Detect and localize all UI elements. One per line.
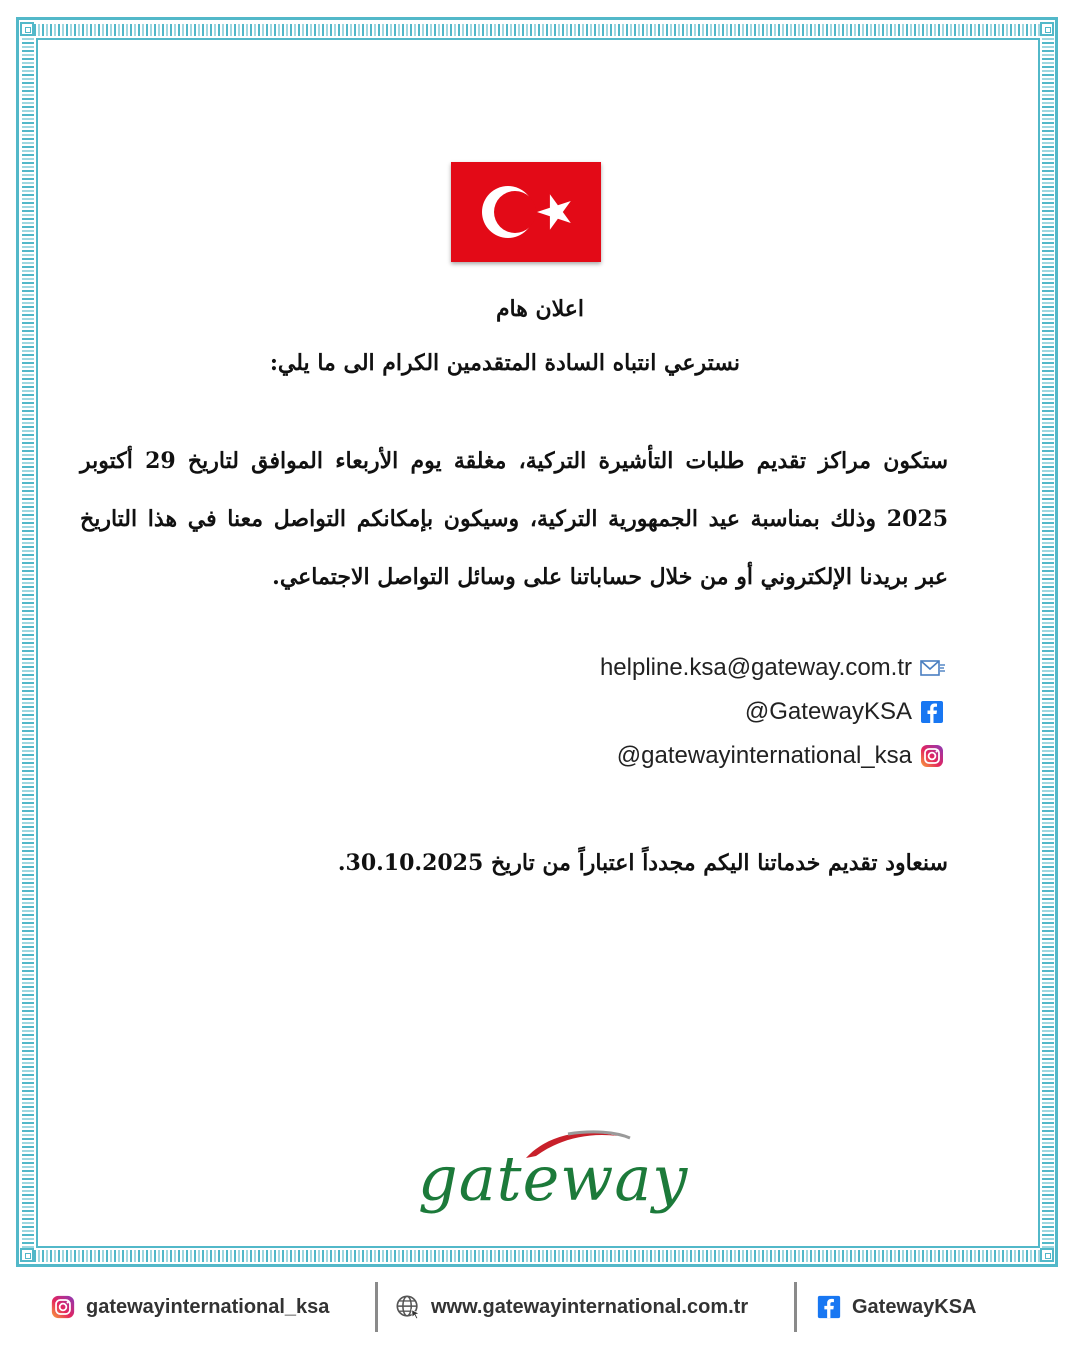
facebook-icon [918, 698, 946, 726]
envelope-icon [918, 654, 946, 682]
footer-divider [794, 1282, 797, 1332]
footer-bar [0, 1270, 1080, 1350]
notice-subtitle: نسترعي انتباه السادة المتقدمين الكرام الى ما يلي: [269, 350, 740, 376]
footer-facebook[interactable] [816, 1290, 977, 1324]
email-contact [600, 646, 946, 690]
frame-border-bottom [34, 1250, 1044, 1262]
logo-wordmark: gateway [418, 1142, 689, 1215]
facebook-contact [600, 690, 946, 734]
footer-divider [375, 1282, 378, 1332]
frame-border-top [34, 24, 1044, 36]
instagram-contact [600, 734, 946, 778]
facebook-icon [816, 1294, 842, 1320]
footer-website-label: www.gatewayinternational.com.tr [431, 1295, 749, 1318]
frame-corner [20, 22, 34, 36]
notice-paragraph: ستكون مراكز تقديم طلبات التأشيرة التركية، مغلقة يوم الأربعاء الموافق لتاريخ 29 أكتوبر 2025 وذلك بمناسبة عيد الجمهورية التركية، وسيكون بإمكانكم التواصل معنا في هذا التاريخ عبر بريدنا الإلكتروني أو من خلال حساباتنا على وسائل التواصل الاجتماعي. [80, 448, 949, 590]
facebook-handle-link[interactable]: @GatewayKSA [744, 698, 912, 725]
instagram-icon [50, 1294, 76, 1320]
notice-closing: سنعاود تقديم خدماتنا اليكم مجدداً اعتباراً من تاريخ 30.10.2025. [337, 850, 948, 876]
globe-icon [395, 1294, 421, 1320]
instagram-icon [918, 742, 946, 770]
notice-title: اعلان هام [495, 296, 585, 322]
frame-corner [1040, 22, 1054, 36]
frame-corner [20, 1248, 34, 1262]
frame-border-left [22, 34, 34, 1252]
frame-border-right [1042, 34, 1054, 1252]
contact-list [600, 646, 946, 778]
frame-corner [1040, 1248, 1054, 1262]
footer-instagram[interactable] [50, 1290, 329, 1324]
instagram-handle-link[interactable]: @gatewayinternational_ksa [616, 742, 912, 769]
footer-website[interactable] [395, 1290, 748, 1324]
gateway-logo [418, 1122, 689, 1215]
footer-facebook-label: GatewayKSA [852, 1295, 977, 1318]
email-address-link[interactable]: helpline.ksa@gateway.com.tr [599, 654, 912, 681]
turkey-flag-icon [451, 162, 601, 262]
footer-instagram-label: gatewayinternational_ksa [86, 1295, 330, 1318]
